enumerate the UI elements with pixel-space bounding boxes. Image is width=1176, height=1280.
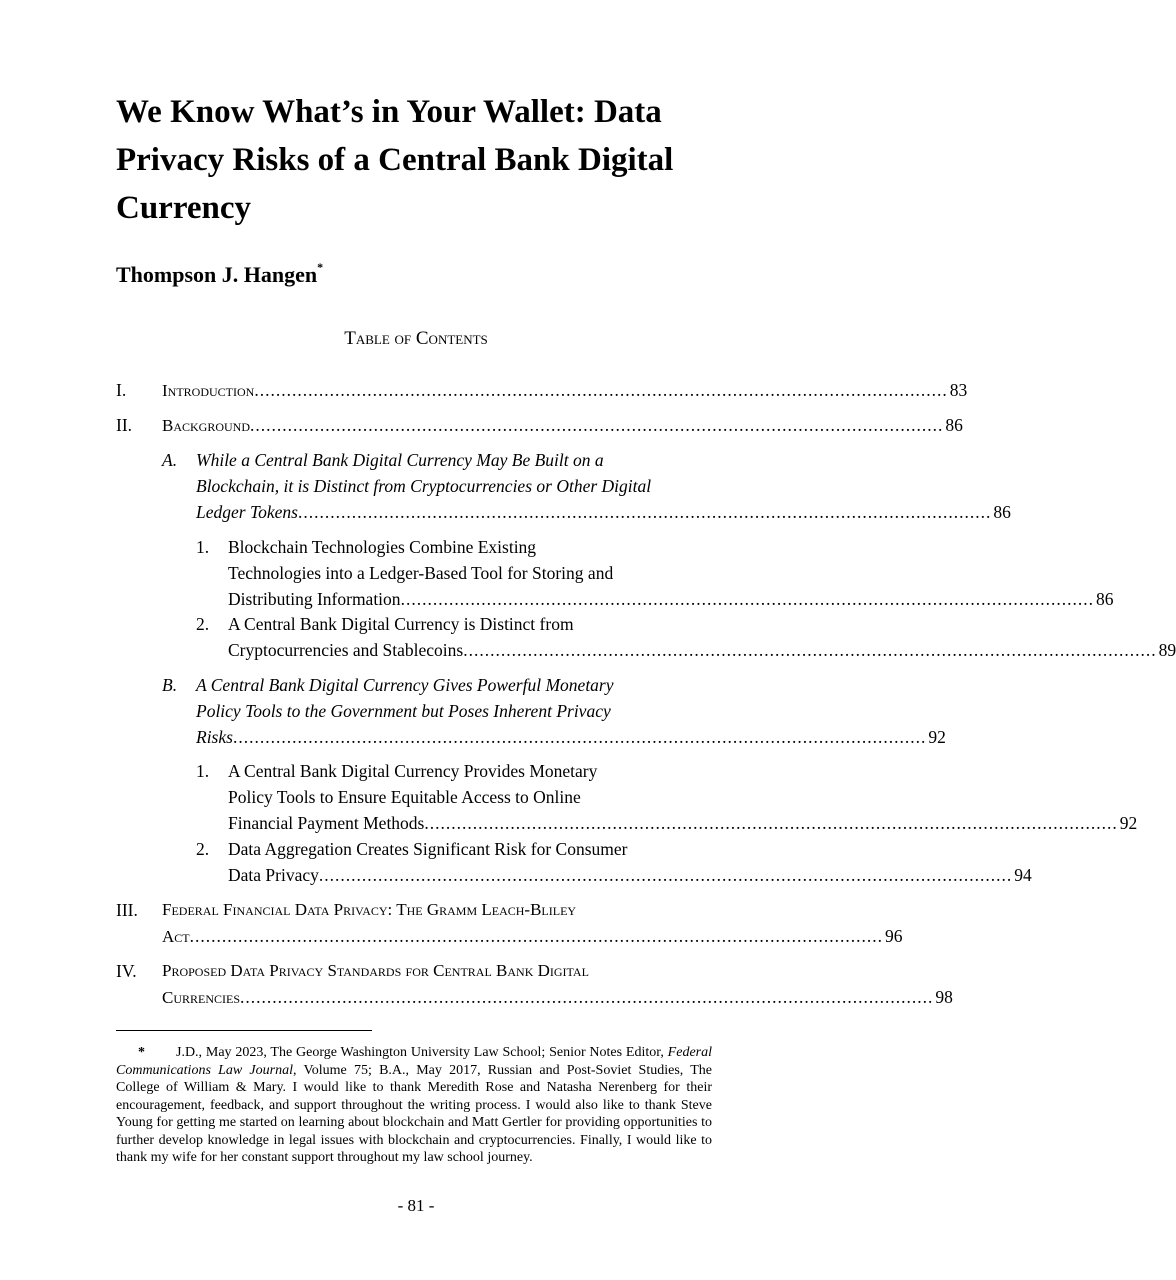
toc-label-line: Currencies [162,988,241,1007]
toc-number: A. [162,450,178,470]
toc-label-line: Federal Financial Data Privacy: The Gramm Leach-Bliley [162,900,577,919]
toc-leader: ................................................................................................................................. [424,813,1118,833]
toc-leader: ................................................................................................................................. [318,865,1013,885]
toc-label-line: Financial Payment Methods [228,813,425,833]
author-name: Thompson J. Hangen [116,262,318,287]
toc-label-line: Technologies into a Ledger-Based Tool for Storing and [228,563,614,583]
footnote-journal: Federal Communications Law Journal [116,1045,712,1078]
toc-entry-introduction [116,377,968,403]
toc-page: 86 [993,502,1011,522]
page-number: - 81 - [397,1196,435,1215]
toc-label-line: A Central Bank Digital Currency Gives Powerful Monetary [196,675,614,695]
toc-number: 1. [196,537,210,557]
toc-label: Background [162,416,251,435]
toc-label-line: Blockchain Technologies Combine Existing [228,537,537,557]
toc-page: 86 [945,415,963,435]
toc-leader: ................................................................................................................................. [463,640,1157,660]
toc-page: 96 [885,926,903,946]
toc-label-line: Distributing Information [228,589,401,609]
author-byline [116,262,323,288]
footnote-text-a: J.D., May 2023, The George Washington University Law School; Senior Notes Editor, [176,1045,668,1060]
toc-label-line: While a Central Bank Digital Currency May Be Built on a [196,450,604,470]
toc-page: 86 [1095,589,1114,609]
toc-number: 2. [196,839,210,859]
toc-page: 92 [928,727,946,747]
toc-leader: ................................................................................................................................. [250,415,944,435]
toc-number: 1. [196,761,210,781]
footnote-text-b: , Volume 75; B.A., May 2017, Russian and Post-Soviet Studies, The College of William & Mary. I would like to thank Meredith Rose and Natasha Nerenberg for their encouragement, feedback, and support throughout the writing process. I would also like to thank Steve Young for getting me started on learning about blockchain and Matt Gertler for providing opportunities to further develop knowledge in legal issues with blockchain and cryptocurrencies. Finally, I would like to thank my wife for her constant support throughout my law school journey. [116,1062,712,1165]
toc-label-line: Act [162,927,190,946]
toc-heading: Table of Contents [344,328,488,349]
toc-label-line: Ledger Tokens [196,502,298,522]
author-footnote-mark: * [317,260,324,274]
toc-label-line: Blockchain, it is Distinct from Cryptocurrencies or Other Digital [196,476,652,496]
toc-leader: ................................................................................................................................. [400,589,1094,609]
toc-label-line: Risks [196,727,233,747]
footnote-mark: * [138,1045,145,1060]
toc-label-line: Policy Tools to the Government but Poses Inherent Privacy [196,701,611,721]
toc-number: II. [116,415,133,435]
toc-page: 94 [1014,865,1032,885]
toc-leader: ................................................................................................................................. [297,502,992,522]
toc-number: III. [116,900,138,920]
toc-label-line: Data Aggregation Creates Significant Risk for Consumer [228,839,628,859]
toc-label-line: A Central Bank Digital Currency Provides Monetary [228,761,598,781]
article-title: We Know What’s in Your Wallet: Data Privacy Risks of a Central Bank Digital Currency [116,94,674,226]
toc-page: 83 [949,380,968,400]
toc-label: Introduction [162,381,255,400]
toc-leader: ................................................................................................................................. [189,926,883,946]
toc-page: 89 [1158,640,1176,660]
toc-number: IV. [116,961,137,981]
toc-leader: ................................................................................................................................. [232,727,927,747]
toc-label-line: Cryptocurrencies and Stablecoins [228,640,464,660]
toc-page: 98 [935,987,953,1007]
toc-label-line: Policy Tools to Ensure Equitable Access to Online [228,787,581,807]
toc-entry-background [116,412,963,438]
toc-label-line: Proposed Data Privacy Standards for Central Bank Digital [162,961,589,980]
toc-label-line: Data Privacy [228,865,319,885]
toc-number: 2. [196,614,210,634]
toc-number: I. [116,380,127,400]
toc-page: 92 [1119,813,1138,833]
toc-number: B. [162,675,178,695]
toc-leader: ................................................................................................................................. [240,987,934,1007]
toc-leader: ................................................................................................................................. [254,380,948,400]
footnote-divider [116,1030,372,1031]
toc-label-line: A Central Bank Digital Currency is Distinct from [228,614,574,634]
footnote [116,1044,712,1167]
